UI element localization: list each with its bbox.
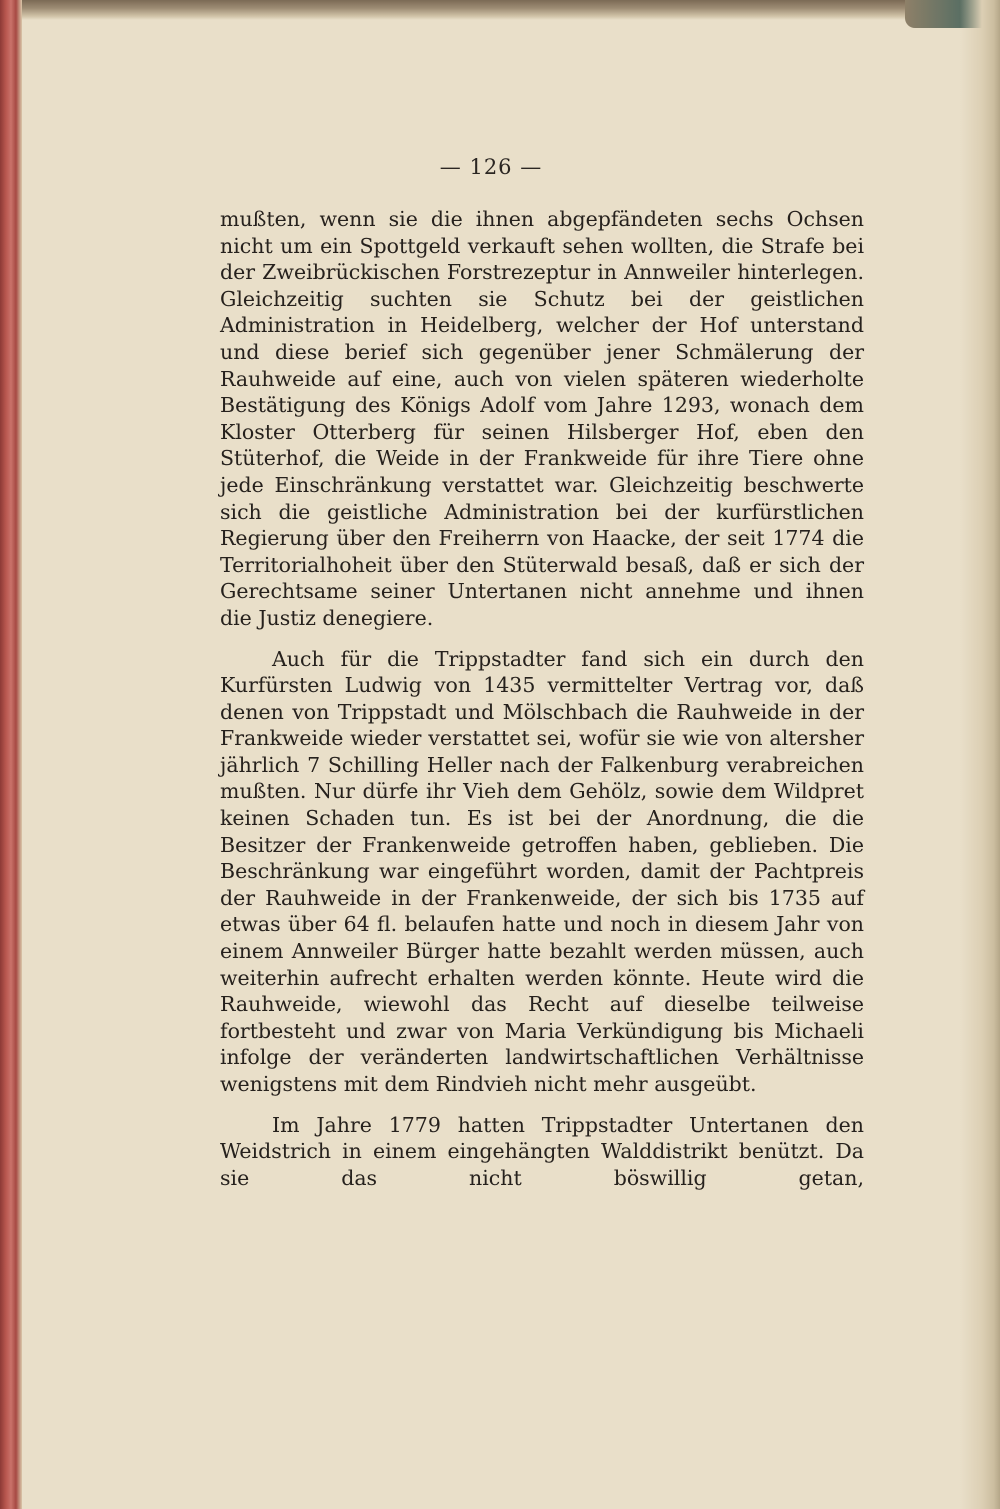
paragraph-3: Im Jahre 1779 hatten Trippstadter Untertanen den Weidstrich in einem eingehängten Walddistrikt benützt. Da sie das nicht böswillig getan, [220,1112,864,1190]
page-number: — 126 — [439,155,543,179]
book-spine-edge [0,0,22,1509]
paragraph-2: Auch für die Trippstadter fand sich ein durch den Kurfürsten Ludwig von 1435 vermittelter Vertrag vor, daß denen von Trippstadt und Mölschbach die Rauhweide in der Frankweide wieder verstattet sei, wofür sie wie von altersher jährlich 7 Schilling Heller nach der Falkenburg verabreichen mußten. Nur dürfe ihr Vieh dem Gehölz, sowie dem Wildpret keinen Schaden tun. Es ist bei der Anordnung, die die Besitzer der Frankenweide getroffen haben, geblieben. Die Beschränkung war eingeführt worden, damit der Pachtpreis der Rauhweide in der Frankenweide, der sich bis 1735 auf etwas über 64 fl. belaufen hatte und noch in diesem Jahr von einem Annweiler Bürger hatte bezahlt werden müssen, auch weiterhin aufrecht erhalten werden könnte. Heute wird die Rauhweide, wiewohl das Recht auf dieselbe teilweise fortbesteht und zwar von Maria Verkündigung bis Michaeli infolge der veränderten landwirtschaftlichen Verhältnisse wenigstens mit dem Rindvieh nicht mehr ausgeübt. [220,646,864,1096]
paragraph-1: mußten, wenn sie die ihnen abgepfändeten sechs Ochsen nicht um ein Spottgeld verkauft sehen wollten, die Strafe bei der Zweibrückischen Forstrezeptur in Annweiler hinterlegen. Gleichzeitig suchten sie Schutz bei der geistlichen Administration in Heidelberg, welcher der Hof unterstand und diese berief sich gegenüber jener Schmälerung der Rauhweide auf eine, auch von vielen späteren wiederholte Bestätigung des Königs Adolf vom Jahre 1293, wonach dem Kloster Otterberg für seinen Hilsberger Hof, eben den Stüterhof, die Weide in der Frankweide für ihre Tiere ohne jede Einschränkung verstattet war. Gleichzeitig beschwerte sich die geistliche Administration bei der kurfürstlichen Regierung über den Freiherrn von Haacke, der seit 1774 die Territorialhoheit über den Stüterwald besaß, daß er sich der Gerechtsame seiner Untertanen nicht annehme und ihnen die Justiz denegiere. [220,207,864,630]
book-page [22,20,960,1509]
body-text [220,206,864,1205]
page-top-edge [22,0,1000,20]
page-right-edge [960,0,1000,1509]
